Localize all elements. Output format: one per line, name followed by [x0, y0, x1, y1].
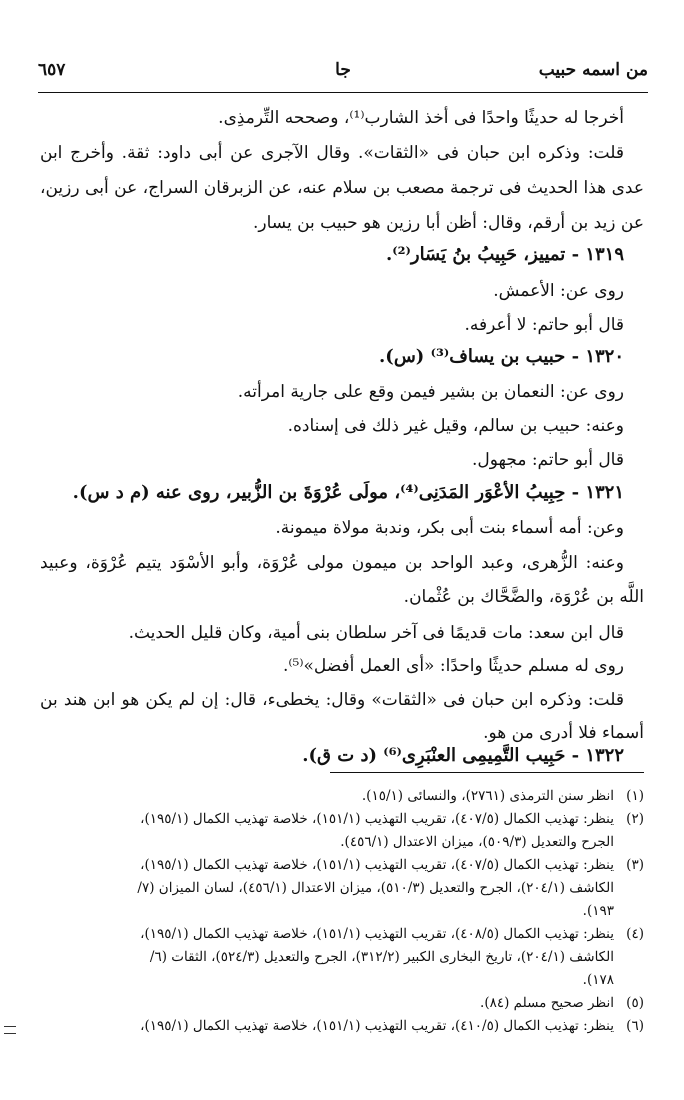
- text-line: قلت: وذكره ابن حبان فى «الثقات». وقال الآجرى عن أبى داود: ثقة. وأخرج ابن: [40, 143, 624, 163]
- continuation-mark: [4, 1026, 16, 1034]
- header-page-number: ٦٥٧: [38, 60, 66, 80]
- footnote-text: انظر صحيح مسلم (٨٤).: [480, 995, 614, 1011]
- text-line: روى له مسلم حديثًا واحدًا: «أى العمل أفضل»⁽⁵⁾.: [282, 656, 624, 676]
- header-volume: جا: [335, 60, 351, 80]
- text-line: وعنه: حبيب بن سالم، وقيل غير ذلك فى إسناده.: [287, 416, 624, 436]
- text-line: قال أبو حاتم: مجهول.: [471, 450, 624, 470]
- footnote-text: ينظر: تهذيب الكمال (٤٠٧/٥)، تقريب التهذيب (١٥١/١)، خلاصة تهذيب الكمال (١٩٥/١)،: [140, 811, 614, 827]
- text-line: قال أبو حاتم: لا أعرفه.: [464, 315, 624, 335]
- entry-heading-1319: ١٣١٩ - تمييز، حَبِيبُ بنُ يَسَار⁽²⁾.: [385, 244, 624, 265]
- header-section-title: من اسمه حبيب: [538, 60, 648, 80]
- footnote-continuation: ١٧٨).: [582, 972, 614, 988]
- text-line: قلت: وذكره ابن حبان فى «الثقات» وقال: يخطىء، قال: إن لم يكن هو ابن هند بن: [40, 690, 624, 710]
- text-line: عن زيد بن أرقم، وقال: أظن أبا رزين هو حبيب بن يسار.: [252, 213, 644, 233]
- text-line: وعن: أمه أسماء بنت أبى بكر، وندبة مولاة ميمونة.: [275, 518, 624, 538]
- text-line: عدى هذا الحديث فى ترجمة مصعب بن سلام عنه، عن الزبرقان السراج، عن أبى رزين،: [40, 178, 644, 198]
- entry-heading-1321: ١٣٢١ - حِبِيبُ الأعْوَر المَدَنِى⁽⁴⁾، مولَى عُرْوَةَ بن الزُّبير، روى عنه (م د س).: [72, 482, 624, 503]
- entry-heading-1322: ١٣٢٢ - حَبِيب التَّمِيمِى العنْبَرِى⁽⁶⁾ (د ت ق).: [302, 745, 624, 766]
- footnote-number: (١): [626, 788, 644, 804]
- footnote-text: ينظر: تهذيب الكمال (٤٠٧/٥)، تقريب التهذيب (١٥١/١)، خلاصة تهذيب الكمال (١٩٥/١)،: [140, 857, 614, 873]
- footnote-number: (٥): [626, 995, 644, 1011]
- footnote-text: ينظر: تهذيب الكمال (٤١٠/٥)، تقريب التهذيب (١٥١/١)، خلاصة تهذيب الكمال (١٩٥/١)،: [140, 1018, 614, 1034]
- footnote-number: (٤): [626, 926, 644, 942]
- text-line: قال ابن سعد: مات قديمًا فى آخر سلطان بنى أمية، وكان قليل الحديث.: [128, 623, 624, 643]
- footnote-continuation: الجرح والتعديل (٥٠٩/٣)، ميزان الاعتدال (٤٥٦/١).: [340, 834, 614, 850]
- footnote-number: (٣): [626, 857, 644, 873]
- text-line: روى عن: النعمان بن بشير فيمن وقع على جارية امرأته.: [237, 382, 624, 402]
- text-line: اللَّه بن عُرْوَة، والضَّحَّاك بن عُثْمان.: [403, 587, 644, 607]
- entry-heading-1320: ١٣٢٠ - حبيب بن يساف⁽³⁾ (س).: [379, 346, 624, 367]
- footnote-continuation: الكاشف (٢٠٤/١)، الجرح والتعديل (٥١٠/٣)، ميزان الاعتدال (٤٥٦/١)، لسان الميزان (٧/: [137, 880, 614, 896]
- text-line: أسماء فلا أدرى من هو.: [483, 723, 644, 743]
- footnote-number: (٢): [626, 811, 644, 827]
- footnote-continuation: الكاشف (٢٠٤/١)، تاريخ البخارى الكبير (٣١٢/٢)، الجرح والتعديل (٥٢٤/٣)، الثقات (٦/: [149, 949, 614, 965]
- text-line: أخرجا له حديثًا واحدًا فى أخذ الشارب⁽¹⁾، وصححه التِّرمذِى.: [218, 108, 624, 128]
- text-line: وعنه: الزُّهرى، وعبد الواحد بن ميمون مولى عُرْوَة، وأبو الأسْوَد يتيم عُرْوَة، وعبيد: [40, 553, 624, 573]
- running-header: [38, 58, 648, 93]
- footnote-number: (٦): [626, 1018, 644, 1034]
- footnote-continuation: ١٩٣).: [582, 903, 614, 919]
- footnote-separator: [330, 772, 644, 773]
- text-line: روى عن: الأعمش.: [493, 281, 624, 301]
- footnote-text: انظر سنن الترمذى (٢٧٦١)، والنسائى (١٥/١).: [361, 788, 614, 804]
- footnote-text: ينظر: تهذيب الكمال (٤٠٨/٥)، تقريب التهذيب (١٥١/١)، خلاصة تهذيب الكمال (١٩٥/١)،: [140, 926, 614, 942]
